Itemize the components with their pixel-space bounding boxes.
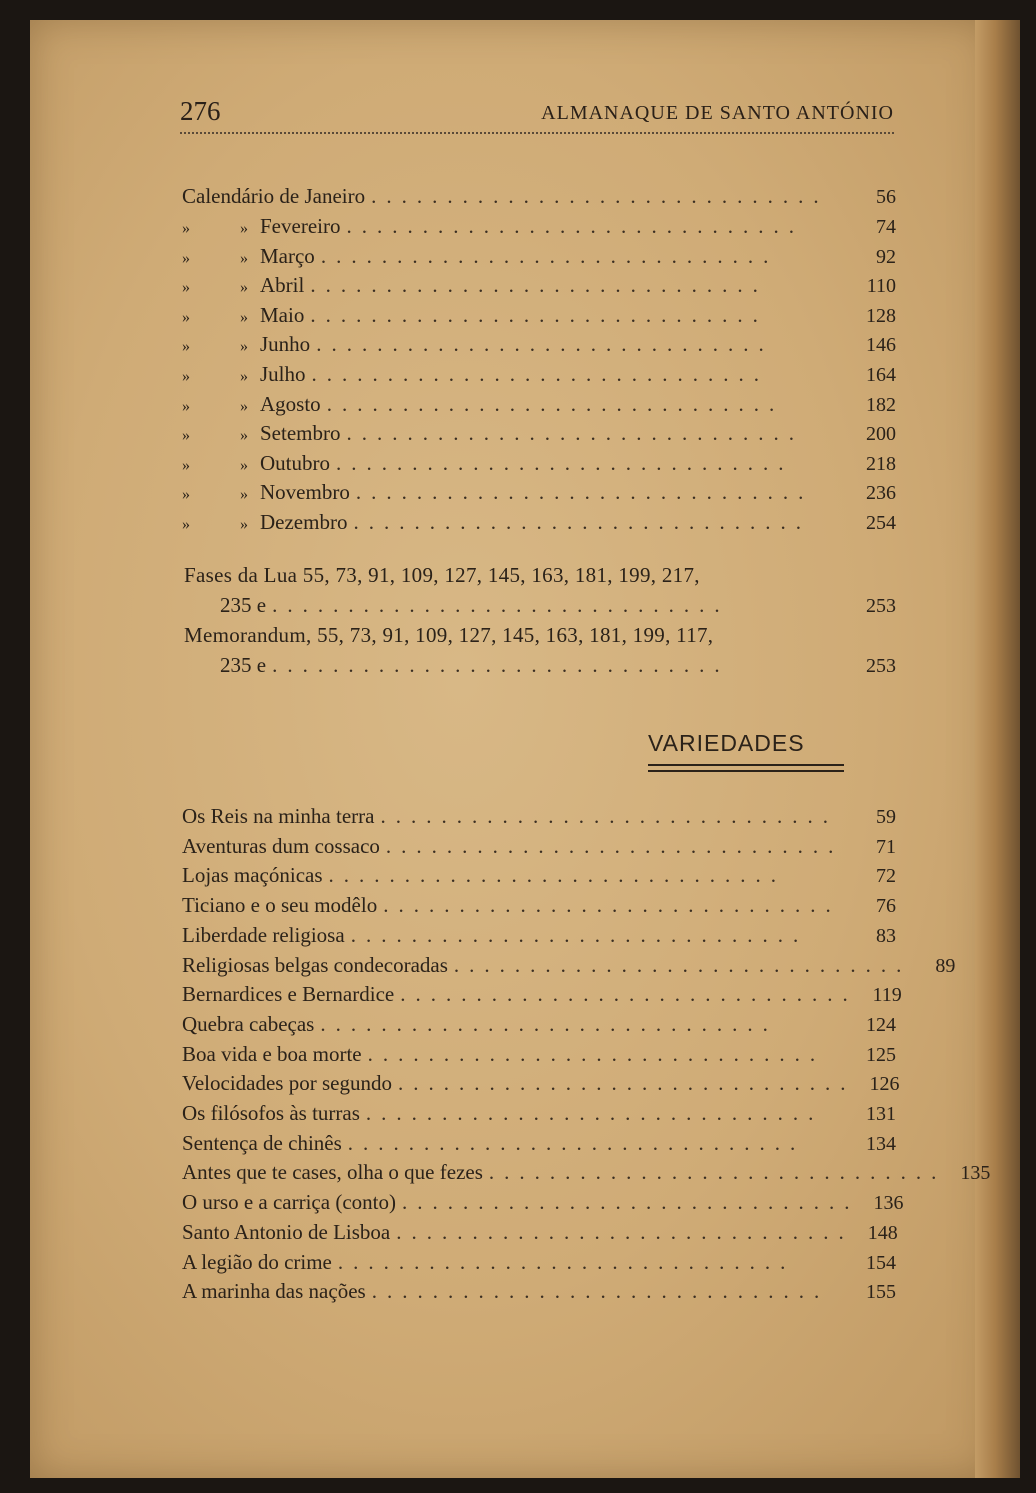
- dot-leader: ..............................: [272, 653, 730, 677]
- toc-label: A marinha das nações: [182, 1279, 366, 1304]
- toc-page: 236: [866, 482, 896, 505]
- page-number: 276: [180, 96, 221, 126]
- toc-entry-month: [182, 362, 896, 390]
- dot-leader: ..............................: [336, 450, 794, 475]
- toc-entry-month: [182, 451, 896, 479]
- toc-label: Dezembro: [260, 510, 348, 534]
- dot-leader: ..............................: [310, 302, 768, 327]
- toc-entry-variedade: [182, 1160, 991, 1188]
- toc-entry-variedade: [182, 804, 896, 832]
- dot-leader: ..............................: [488, 1160, 947, 1185]
- running-head: [180, 96, 894, 134]
- ditto-mark: »: [182, 338, 190, 356]
- toc-label: Ticiano e o seu modêlo: [182, 893, 378, 918]
- dot-leader: ..............................: [355, 480, 814, 505]
- toc-page: 253: [866, 655, 896, 677]
- dot-leader: ..............................: [385, 833, 844, 858]
- toc-label: Liberdade religiosa: [182, 922, 345, 947]
- ditto-mark: »: [182, 308, 190, 326]
- dot-leader: ..............................: [326, 391, 785, 416]
- toc-label: Aventuras dum cossaco: [182, 833, 380, 858]
- ditto-mark: »: [240, 486, 248, 504]
- toc-entry-variedade: [182, 863, 896, 891]
- dot-leader: ..............................: [371, 1279, 830, 1304]
- toc-page: 135: [960, 1162, 991, 1185]
- ditto-mark: »: [240, 308, 248, 326]
- toc-page: 253: [866, 595, 896, 617]
- toc-entry-variedade: [182, 1042, 896, 1070]
- toc-page: 89: [935, 954, 956, 977]
- toc-entry-month: [182, 214, 896, 242]
- dot-leader: ..............................: [320, 1011, 778, 1036]
- toc-entry-variedade: [182, 1101, 896, 1129]
- toc-entry-month: [182, 510, 896, 538]
- toc-page: 110: [866, 275, 896, 298]
- ditto-mark: »: [182, 279, 190, 297]
- toc-entry-variedade: [182, 982, 902, 1010]
- toc-label: A legião do crime: [182, 1249, 332, 1274]
- dot-leader: ..............................: [272, 593, 730, 617]
- toc-label: Março: [260, 243, 315, 268]
- toc-page: 154: [866, 1251, 896, 1274]
- toc-page: 125: [866, 1043, 896, 1066]
- toc-label: Junho: [260, 332, 311, 357]
- toc-page: 71: [876, 835, 896, 858]
- toc-page: 146: [866, 334, 896, 357]
- toc-label: Lojas maçónicas: [182, 863, 323, 888]
- page-edge: [975, 20, 1020, 1478]
- toc-label: Maio: [260, 302, 305, 327]
- toc-page: 182: [866, 393, 896, 416]
- fases-line-2: [220, 593, 896, 621]
- toc-entry-month: [182, 421, 896, 449]
- ditto-mark: »: [182, 427, 190, 445]
- toc-page: 74: [876, 216, 896, 238]
- toc-entry-variedade: [182, 952, 956, 981]
- toc-entry-janeiro: [182, 184, 896, 212]
- toc-page: 155: [866, 1281, 896, 1304]
- toc-page: 164: [866, 364, 896, 386]
- ditto-mark: »: [182, 486, 190, 504]
- dot-leader: ..............................: [353, 510, 811, 534]
- ditto-mark: »: [240, 516, 248, 533]
- toc-label: Fevereiro: [260, 214, 341, 238]
- toc-page: 131: [866, 1103, 896, 1125]
- toc-label: Julho: [260, 362, 306, 386]
- toc-entry-variedade: [182, 893, 896, 921]
- toc-entry-variedade: [182, 923, 896, 951]
- ditto-mark: »: [240, 220, 248, 237]
- ditto-mark: »: [240, 456, 248, 474]
- toc-page: 92: [876, 245, 896, 268]
- dot-leader: ..............................: [365, 1101, 824, 1125]
- ditto-mark: »: [182, 249, 190, 267]
- dot-leader: ..............................: [347, 1130, 806, 1155]
- toc-page: 200: [866, 423, 896, 446]
- toc-entry-month: [182, 244, 896, 272]
- toc-label: 235 e: [220, 593, 267, 617]
- ditto-mark: »: [182, 220, 190, 237]
- toc-page: 119: [872, 984, 902, 1007]
- toc-label: Bernardices e Bernardice: [182, 982, 395, 1007]
- section-title: VARIEDADES: [648, 730, 805, 756]
- dot-leader: ..............................: [400, 982, 858, 1007]
- toc-page: 254: [866, 512, 896, 534]
- toc-entry-month: [182, 303, 896, 331]
- dot-leader: ..............................: [337, 1249, 796, 1274]
- ditto-mark: »: [240, 279, 248, 297]
- toc-label: Velocidades por segundo: [182, 1071, 392, 1096]
- toc-entry-variedade: [182, 1131, 896, 1159]
- dot-leader: ..............................: [396, 1219, 854, 1244]
- dot-leader: ..............................: [350, 922, 809, 947]
- toc-label: Setembro: [260, 421, 341, 446]
- toc-page: 76: [876, 895, 896, 918]
- running-title: ALMANAQUE DE SANTO ANTÓNIO: [541, 102, 894, 124]
- ditto-mark: »: [240, 427, 248, 445]
- ditto-mark: »: [240, 368, 248, 385]
- ditto-mark: »: [182, 368, 190, 385]
- dot-leader: ..............................: [453, 952, 912, 977]
- ditto-mark: »: [182, 456, 190, 474]
- toc-label: Outubro: [260, 450, 330, 475]
- toc-entry-month: [182, 332, 896, 360]
- toc-page: 124: [866, 1013, 896, 1036]
- toc-entry-variedade: [182, 1012, 896, 1040]
- ditto-mark: »: [240, 397, 248, 415]
- toc-label: Os Reis na minha terra: [182, 804, 375, 828]
- memorandum-line-2: [220, 653, 896, 681]
- toc-entry-month: [182, 273, 896, 301]
- toc-label: Calendário de Janeiro: [182, 184, 366, 208]
- toc-label: Religiosas belgas condecoradas: [182, 952, 448, 977]
- dot-leader: ..............................: [383, 893, 841, 918]
- toc-page: 218: [866, 452, 896, 475]
- dot-leader: ..............................: [328, 863, 787, 888]
- dot-leader: ..............................: [320, 243, 779, 268]
- toc-label: Agosto: [260, 391, 321, 416]
- ditto-mark: »: [182, 516, 190, 533]
- toc-page: 72: [876, 865, 896, 888]
- toc-label: O urso e a carriça (conto): [182, 1190, 396, 1215]
- dot-leader: ..............................: [371, 184, 829, 208]
- toc-entry-variedade: [182, 1250, 896, 1278]
- toc-label: Novembro: [260, 480, 350, 505]
- toc-label: Boa vida e boa morte: [182, 1041, 362, 1066]
- dot-leader: ..............................: [401, 1190, 860, 1215]
- toc-label: 235 e: [220, 653, 267, 677]
- toc-entry-variedade: [182, 1071, 900, 1099]
- toc-entry-month: [182, 480, 896, 508]
- dot-leader: ..............................: [311, 362, 770, 386]
- toc-entry-variedade: [182, 1279, 896, 1307]
- toc-entry-variedade: [182, 1190, 904, 1218]
- toc-label: Abril: [260, 273, 305, 298]
- toc-entry-variedade: [182, 1220, 896, 1248]
- toc-label: Quebra cabeças: [182, 1011, 315, 1036]
- toc-entry-variedade: [182, 834, 896, 862]
- toc-page: 83: [876, 924, 896, 947]
- fases-line-1: Fases da Lua 55, 73, 91, 109, 127, 145, 163, 181, 199, 217,: [184, 563, 700, 587]
- memorandum-line-1: Memorandum, 55, 73, 91, 109, 127, 145, 163, 181, 199, 117,: [184, 623, 714, 647]
- dot-leader: ..............................: [397, 1071, 856, 1096]
- toc-page: 148: [867, 1221, 898, 1244]
- toc-page: 59: [876, 806, 896, 828]
- ditto-mark: »: [182, 397, 190, 415]
- toc-page: 134: [866, 1132, 896, 1155]
- dot-leader: ..............................: [316, 332, 774, 357]
- dot-leader: ..............................: [380, 804, 838, 828]
- toc-label: Antes que te cases, olha o que fezes: [182, 1160, 483, 1185]
- toc-label: Os filósofos às turras: [182, 1101, 360, 1125]
- toc-entry-month: [182, 392, 896, 420]
- toc-page: 126: [869, 1073, 900, 1096]
- section-double-rule: [648, 764, 844, 772]
- toc-page: 136: [873, 1192, 904, 1215]
- toc-page: 56: [876, 186, 896, 208]
- ditto-mark: »: [240, 338, 248, 356]
- toc-page: 128: [866, 304, 896, 327]
- dot-leader: ..............................: [310, 273, 768, 298]
- ditto-mark: »: [240, 249, 248, 267]
- toc-label: Sentença de chinês: [182, 1130, 342, 1155]
- dot-leader: ..............................: [346, 421, 804, 446]
- dot-leader: ..............................: [346, 214, 804, 238]
- dot-leader: ..............................: [367, 1041, 826, 1066]
- toc-label: Santo Antonio de Lisboa: [182, 1219, 391, 1244]
